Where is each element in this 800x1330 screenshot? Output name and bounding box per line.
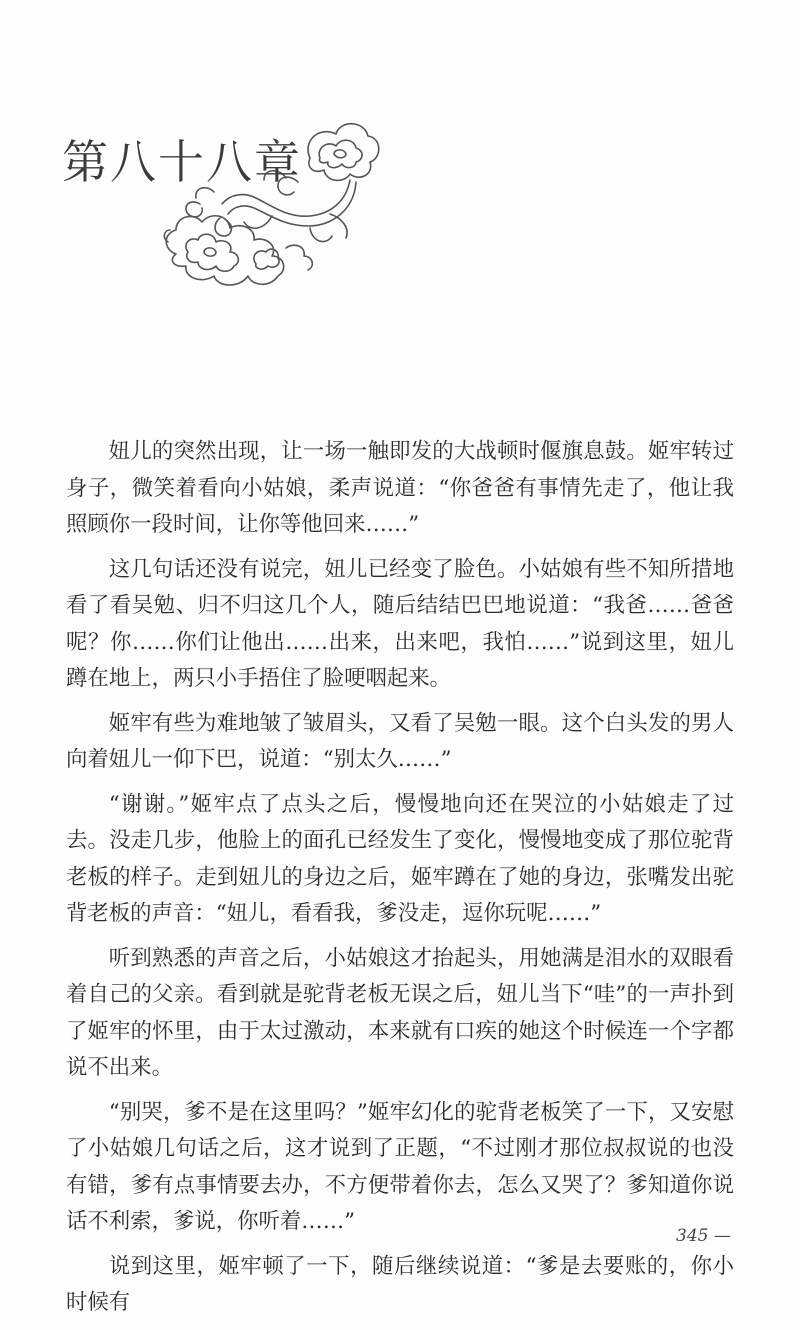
chapter-body [66, 434, 734, 1330]
paragraph: “谢谢。”姬牢点了点头之后，慢慢地向还在哭泣的小姑娘走了过去。没走几步，他脸上的面孔已经发生了变化，慢慢地变成了那位驼背老板的样子。走到妞儿的身边之后，姬牢蹲在了她的身边，张嘴发出驼背老板的声音：“妞儿，看看我，爹没走，逗你玩呢……” [66, 791, 734, 926]
paragraph: 这几句话还没有说完，妞儿已经变了脸色。小姑娘有些不知所措地看了看吴勉、归不归这几个人，随后结结巴巴地说道：“我爸……爸爸呢？你……你们让他出……出来，出来吧，我怕……”说到这里，妞儿蹲在地上，两只小手捂住了脸哽咽起来。 [66, 556, 734, 691]
paragraph: “别哭，爹不是在这里吗？”姬牢幻化的驼背老板笑了一下，又安慰了小姑娘几句话之后，这才说到了正题，“不过刚才那位叔叔说的也没有错，爹有点事情要去办，不方便带着你去，怎么又哭了？爹知道你说话不利索，爹说，你听着……” [66, 1099, 734, 1234]
paragraph: 姬牢有些为难地皱了皱眉头，又看了吴勉一眼。这个白头发的男人向着妞儿一仰下巴，说道：“别太久……” [66, 710, 734, 772]
page-number: 345 — [676, 1226, 731, 1246]
paragraph: 听到熟悉的声音之后，小姑娘这才抬起头，用她满是泪水的双眼看着自己的父亲。看到就是驼背老板无误之后，妞儿当下“哇”的一声扑到了姬牢的怀里，由于太过激动，本来就有口疾的她这个时候连一个字都说不出来。 [66, 945, 734, 1080]
chapter-header [0, 0, 800, 300]
paragraph: 说到这里，姬牢顿了一下，随后继续说道：“爹是去要账的，你小时候有 [66, 1253, 734, 1315]
chapter-title: 第八十八章 [62, 135, 302, 189]
paragraph: 妞儿的突然出现，让一场一触即发的大战顿时偃旗息鼓。姬牢转过身子，微笑着看向小姑娘，柔声说道：“你爸爸有事情先走了，他让我照顾你一段时间，让你等他回来……” [66, 439, 734, 537]
